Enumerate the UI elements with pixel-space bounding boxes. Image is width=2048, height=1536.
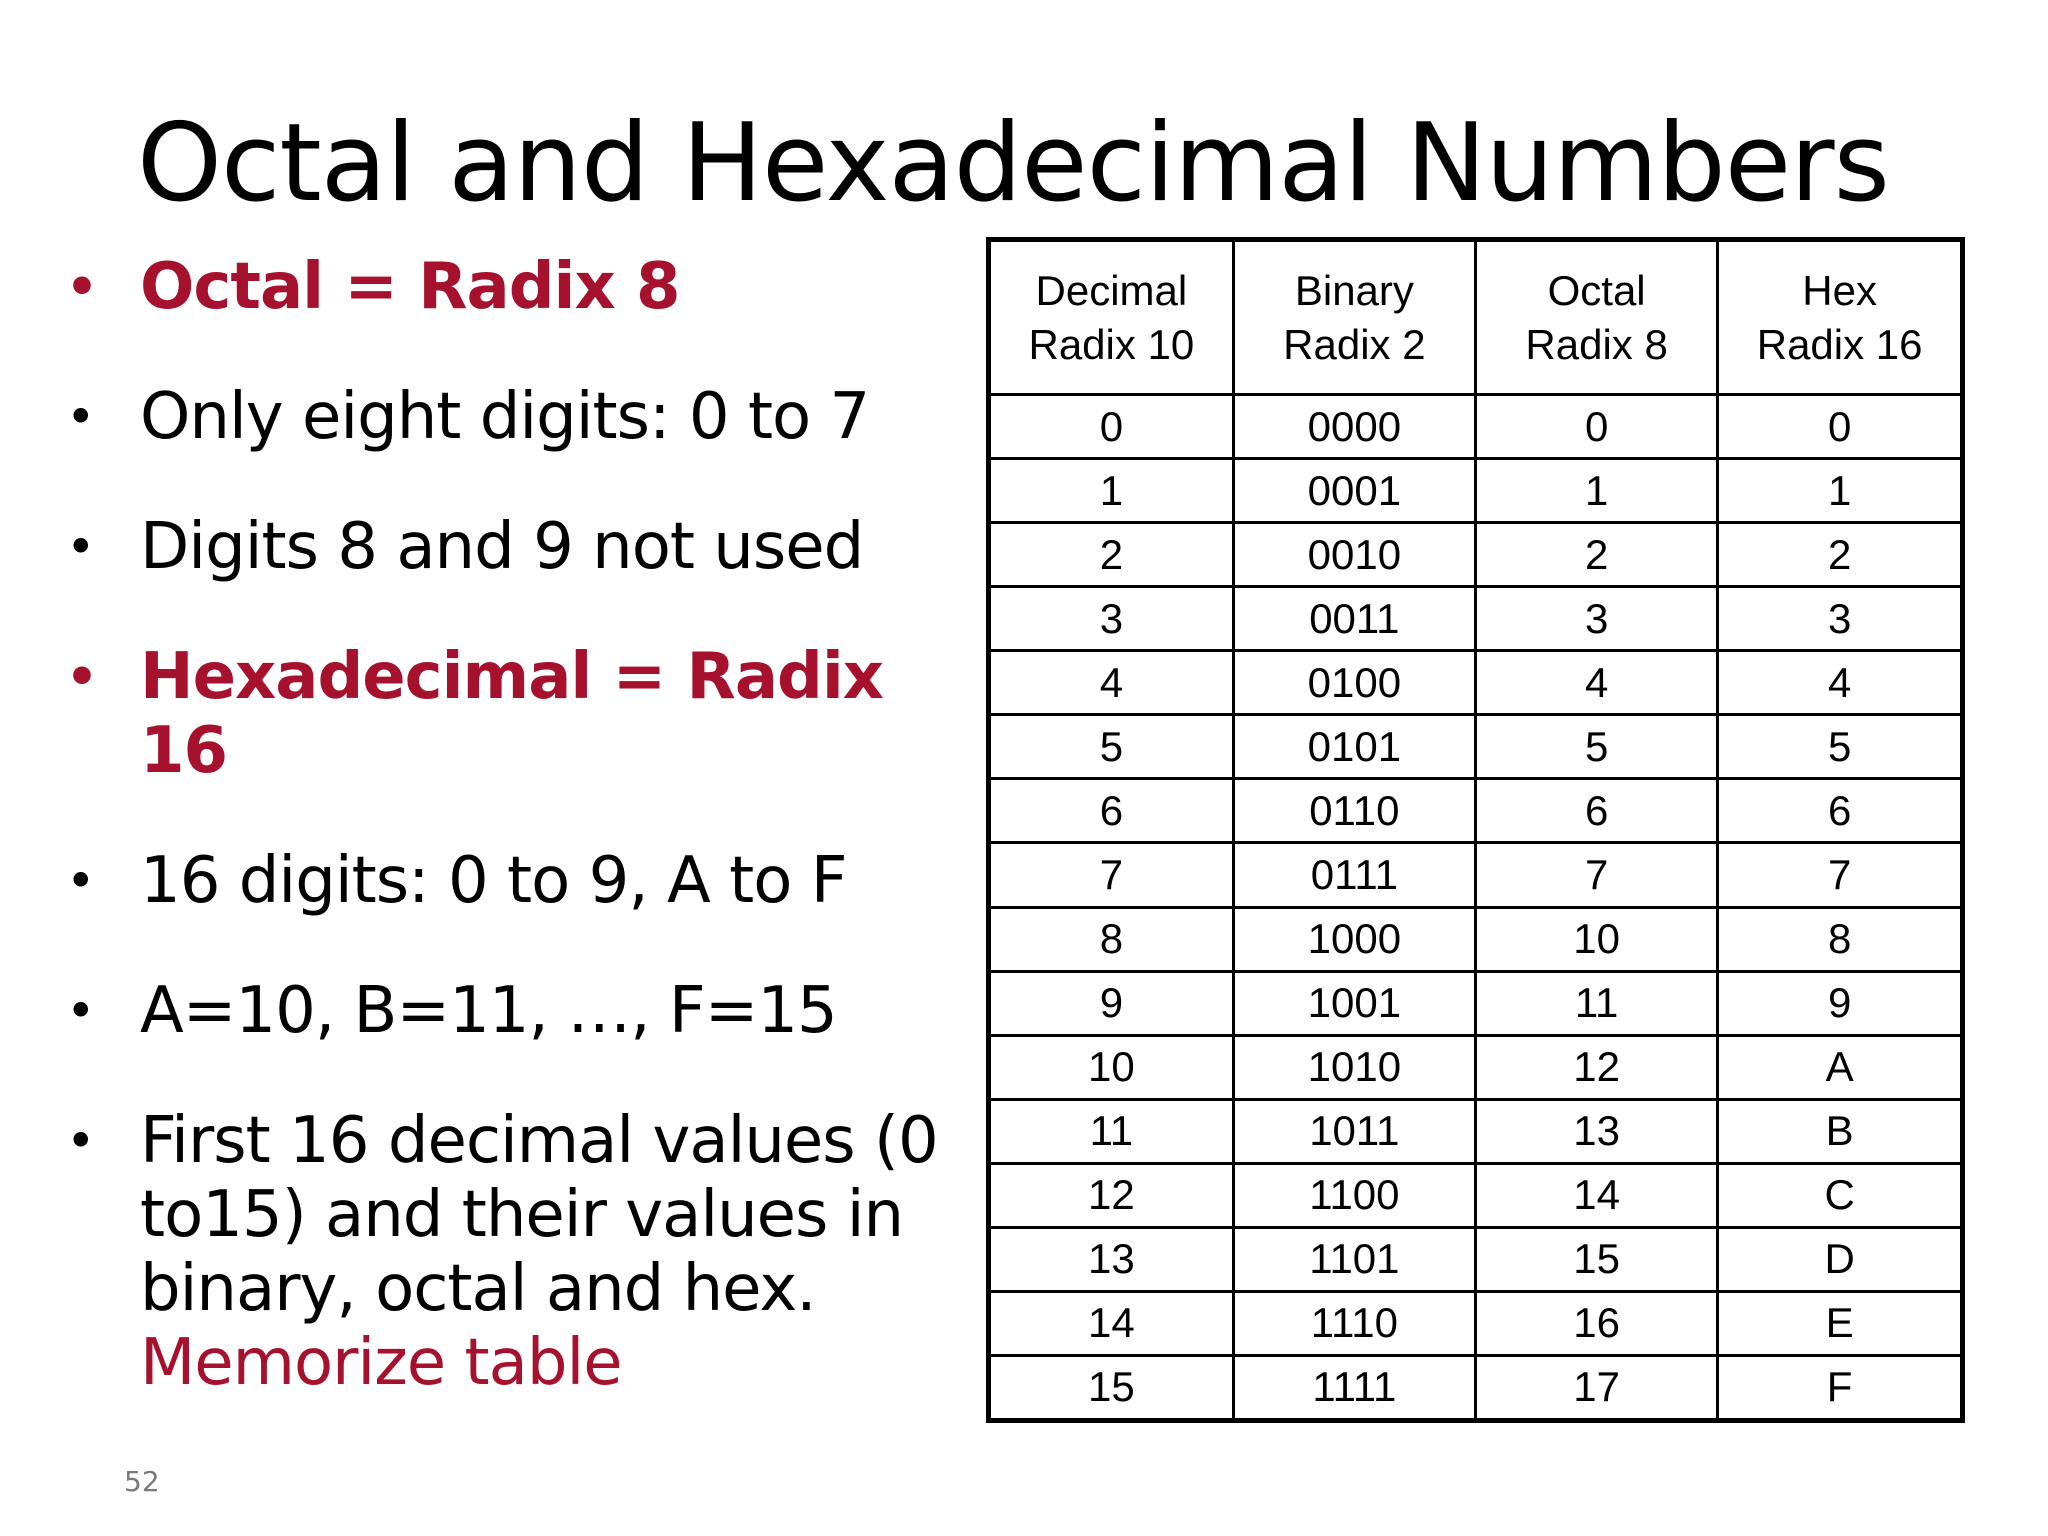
table-row	[991, 395, 1960, 459]
table-header-row	[991, 242, 1960, 395]
cell-hex: 0	[1718, 395, 1960, 459]
cell-binary: 0011	[1233, 587, 1475, 651]
cell-decimal: 0	[991, 395, 1233, 459]
table-row	[991, 1163, 1960, 1227]
cell-hex: 6	[1718, 779, 1960, 843]
table-row	[991, 779, 1960, 843]
cell-binary: 1110	[1233, 1291, 1475, 1355]
bullet-text: A=10, B=11, …, F=15	[140, 974, 837, 1048]
bullet-hex-digits	[60, 844, 960, 918]
cell-octal: 15	[1476, 1227, 1718, 1291]
cell-binary: 1011	[1233, 1099, 1475, 1163]
cell-octal: 5	[1476, 715, 1718, 779]
cell-binary: 0000	[1233, 395, 1475, 459]
cell-octal: 16	[1476, 1291, 1718, 1355]
cell-decimal: 15	[991, 1355, 1233, 1418]
cell-hex: D	[1718, 1227, 1960, 1291]
cell-binary: 1010	[1233, 1035, 1475, 1099]
bullet-first-16-values	[60, 1104, 960, 1400]
memorize-emphasis: Memorize table	[140, 1326, 622, 1400]
table-body	[991, 395, 1960, 1419]
bullet-text: Only eight digits: 0 to 7	[140, 380, 870, 454]
page-number: 52	[124, 1465, 160, 1498]
cell-octal: 4	[1476, 651, 1718, 715]
bullet-dot-icon: •	[66, 258, 97, 316]
bullet-dot-icon: •	[66, 982, 95, 1040]
table-row	[991, 971, 1960, 1035]
table-row	[991, 523, 1960, 587]
cell-hex: 2	[1718, 523, 1960, 587]
cell-hex: 7	[1718, 843, 1960, 907]
cell-decimal: 9	[991, 971, 1233, 1035]
table-row	[991, 587, 1960, 651]
cell-octal: 6	[1476, 779, 1718, 843]
bullet-unused-digits	[60, 510, 960, 584]
table-row	[991, 715, 1960, 779]
cell-octal: 7	[1476, 843, 1718, 907]
cell-binary: 0101	[1233, 715, 1475, 779]
cell-hex: A	[1718, 1035, 1960, 1099]
header-octal: Octal Radix 8	[1476, 242, 1718, 395]
header-hex: Hex Radix 16	[1718, 242, 1960, 395]
table-row	[991, 907, 1960, 971]
bullet-hex-radix	[60, 640, 960, 788]
cell-decimal: 1	[991, 459, 1233, 523]
cell-decimal: 10	[991, 1035, 1233, 1099]
table-row	[991, 1291, 1960, 1355]
bullet-dot-icon: •	[66, 518, 95, 576]
cell-octal: 1	[1476, 459, 1718, 523]
bullet-dot-icon: •	[66, 388, 95, 446]
cell-hex: C	[1718, 1163, 1960, 1227]
table-row	[991, 843, 1960, 907]
bullet-text: 16 digits: 0 to 9, A to F	[140, 844, 847, 918]
cell-binary: 1101	[1233, 1227, 1475, 1291]
table-row	[991, 1099, 1960, 1163]
cell-binary: 0111	[1233, 843, 1475, 907]
cell-octal: 10	[1476, 907, 1718, 971]
cell-octal: 2	[1476, 523, 1718, 587]
bullet-list	[60, 250, 960, 1456]
cell-octal: 0	[1476, 395, 1718, 459]
bullet-dot-icon: •	[66, 648, 97, 706]
bullet-text: Hexadecimal = Radix 16	[140, 640, 884, 788]
cell-decimal: 4	[991, 651, 1233, 715]
bullet-text: First 16 decimal values (0 to15) and their values in binary, octal and hex.	[140, 1104, 938, 1326]
bullet-octal-digits	[60, 380, 960, 454]
cell-binary: 0001	[1233, 459, 1475, 523]
cell-hex: 5	[1718, 715, 1960, 779]
bullet-octal-radix	[60, 250, 960, 324]
cell-octal: 14	[1476, 1163, 1718, 1227]
slide-title: Octal and Hexadecimal Numbers	[137, 101, 1889, 226]
bullet-dot-icon: •	[66, 1112, 95, 1170]
cell-octal: 13	[1476, 1099, 1718, 1163]
cell-octal: 17	[1476, 1355, 1718, 1418]
cell-binary: 0100	[1233, 651, 1475, 715]
cell-decimal: 2	[991, 523, 1233, 587]
table-row	[991, 459, 1960, 523]
cell-hex: 1	[1718, 459, 1960, 523]
cell-decimal: 7	[991, 843, 1233, 907]
cell-octal: 3	[1476, 587, 1718, 651]
cell-hex: E	[1718, 1291, 1960, 1355]
cell-hex: 8	[1718, 907, 1960, 971]
cell-binary: 1001	[1233, 971, 1475, 1035]
table-row	[991, 1035, 1960, 1099]
cell-octal: 11	[1476, 971, 1718, 1035]
cell-binary: 1000	[1233, 907, 1475, 971]
table-row	[991, 1355, 1960, 1418]
table-row	[991, 1227, 1960, 1291]
bullet-dot-icon: •	[66, 852, 95, 910]
cell-decimal: 14	[991, 1291, 1233, 1355]
cell-octal: 12	[1476, 1035, 1718, 1099]
cell-decimal: 6	[991, 779, 1233, 843]
bullet-hex-letters	[60, 974, 960, 1048]
radix-conversion-table	[986, 237, 1965, 1423]
cell-decimal: 5	[991, 715, 1233, 779]
header-decimal: Decimal Radix 10	[991, 242, 1233, 395]
cell-hex: B	[1718, 1099, 1960, 1163]
cell-binary: 1100	[1233, 1163, 1475, 1227]
cell-binary: 1111	[1233, 1355, 1475, 1418]
cell-decimal: 13	[991, 1227, 1233, 1291]
bullet-text: Octal = Radix 8	[140, 250, 680, 324]
bullet-text: Digits 8 and 9 not used	[140, 510, 864, 584]
cell-decimal: 11	[991, 1099, 1233, 1163]
table-row	[991, 651, 1960, 715]
header-binary: Binary Radix 2	[1233, 242, 1475, 395]
cell-binary: 0010	[1233, 523, 1475, 587]
cell-hex: 3	[1718, 587, 1960, 651]
cell-hex: F	[1718, 1355, 1960, 1418]
cell-binary: 0110	[1233, 779, 1475, 843]
cell-decimal: 8	[991, 907, 1233, 971]
cell-hex: 4	[1718, 651, 1960, 715]
cell-decimal: 12	[991, 1163, 1233, 1227]
cell-hex: 9	[1718, 971, 1960, 1035]
cell-decimal: 3	[991, 587, 1233, 651]
radix-table	[991, 242, 1960, 1418]
